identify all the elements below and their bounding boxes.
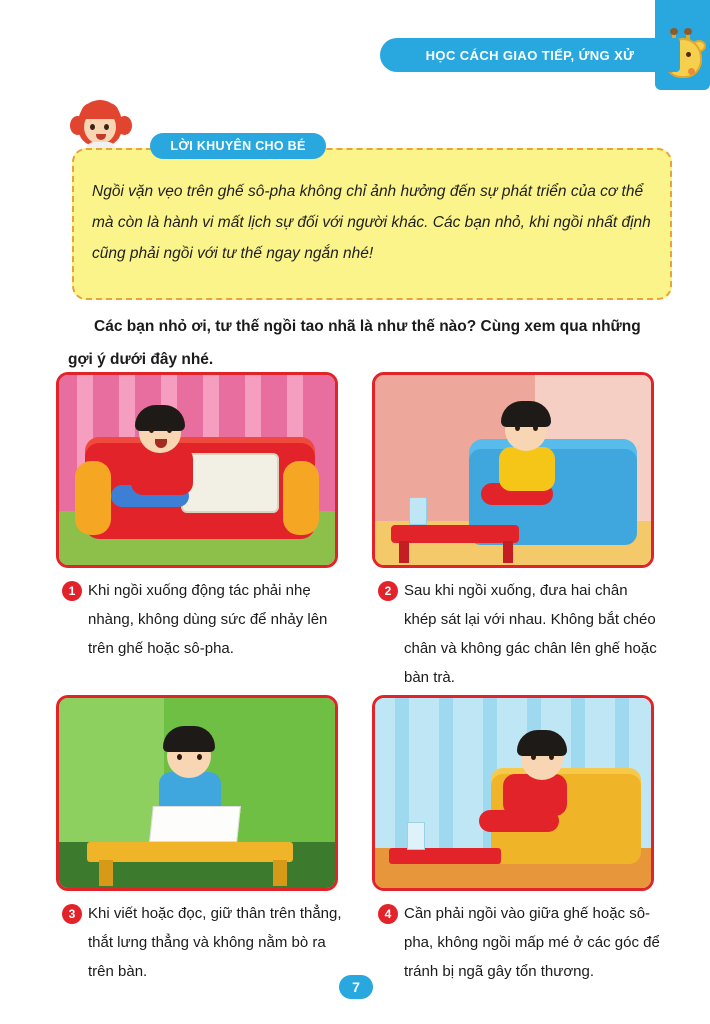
advice-box-text: Ngồi vặn vẹo trên ghế sô-pha không chỉ ảnh hưởng đến sự phát triển của cơ thể mà còn là hành vi mất lịch sự đối với người khác. Các bạn nhỏ, khi ngồi nhất định cũng phải ngồi với tư thế ngay ngắn nhé! [92,183,651,262]
number-badge-3: 3 [62,904,82,924]
advice-label-text: LỜI KHUYÊN CHO BÉ [170,139,306,153]
number-badge-2: 2 [378,581,398,601]
page-number: 7 [339,975,373,999]
intro-paragraph [68,310,668,376]
caption-2-text: Sau khi ngồi xuống, đưa hai chân khép sát lại với nhau. Không bắt chéo chân và không gác chân lên ghế hoặc bàn trà. [404,582,657,686]
number-badge-4: 4 [378,904,398,924]
scene-child-falling-off-sofa [375,698,651,888]
scene-child-jumping-on-red-sofa [59,375,335,565]
caption-2 [378,576,660,692]
caption-4-text: Cần phải ngồi vào giữa ghế hoặc sô-pha, không ngồi mấp mé ở các góc để tránh bị ngã gây tổn thương. [404,905,660,980]
caption-1 [62,576,344,663]
advice-label-badge [150,133,326,159]
illustration-card-3 [56,695,338,891]
scene-child-writing-at-desk [59,698,335,888]
caption-3 [62,899,344,986]
caption-3-text: Khi viết hoặc đọc, giữ thân trên thẳng, thắt lưng thẳng và không nằm bò ra trên bàn. [88,905,342,980]
illustration-card-2 [372,372,654,568]
illustration-card-1 [56,372,338,568]
number-badge-1: 1 [62,581,82,601]
caption-4 [378,899,660,986]
intro-text: Các bạn nhỏ ơi, tư thế ngồi tao nhã là như thế nào? Cùng xem qua những gợi ý dưới đây nhé. [68,318,641,368]
illustration-card-4 [372,695,654,891]
header-banner [380,38,680,72]
scene-child-sitting-on-blue-sofa [375,375,651,565]
header-title: HỌC CÁCH GIAO TIẾP, ỨNG XỬ [425,47,635,63]
caption-1-text: Khi ngồi xuống động tác phải nhẹ nhàng, không dùng sức để nhảy lên trên ghế hoặc sô-pha. [88,582,328,657]
